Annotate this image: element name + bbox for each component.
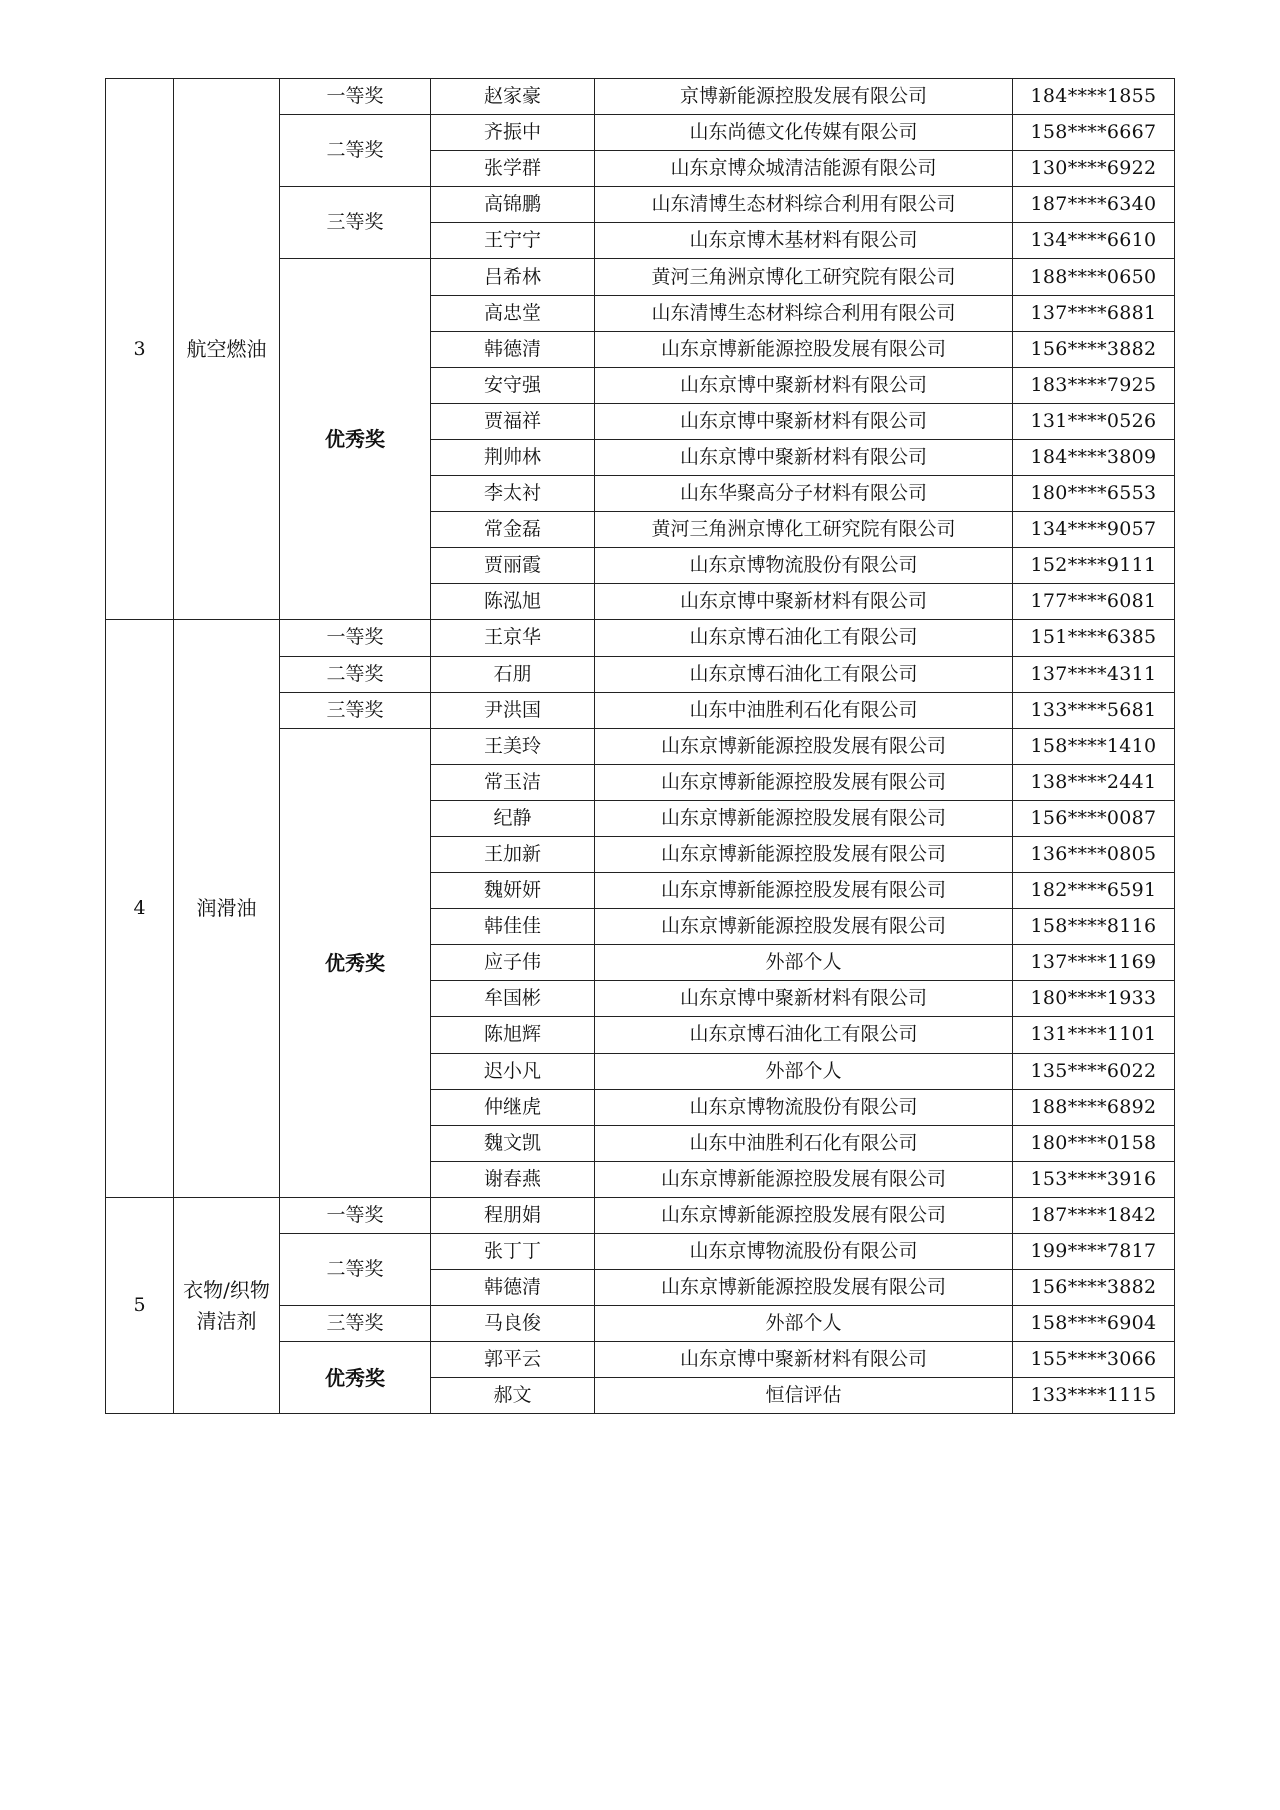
- award-level: 一等奖: [280, 620, 431, 656]
- winner-organization: 山东京博中聚新材料有限公司: [595, 981, 1013, 1017]
- winner-name: 牟国彬: [431, 981, 595, 1017]
- winner-organization: 山东京博石油化工有限公司: [595, 1017, 1013, 1053]
- winner-name: 贾丽霞: [431, 548, 595, 584]
- winner-phone: 137****6881: [1013, 295, 1175, 331]
- winner-phone: 180****1933: [1013, 981, 1175, 1017]
- table-row: [106, 79, 1175, 115]
- winner-name: 王京华: [431, 620, 595, 656]
- winner-name: 常玉洁: [431, 764, 595, 800]
- winner-name: 王加新: [431, 836, 595, 872]
- group-number: 3: [106, 79, 174, 620]
- award-table-body: [106, 79, 1175, 1414]
- award-level: 优秀奖: [280, 1342, 431, 1414]
- winner-organization: 山东清博生态材料综合利用有限公司: [595, 295, 1013, 331]
- winner-phone: 180****0158: [1013, 1125, 1175, 1161]
- award-winners-table: [105, 78, 1175, 1414]
- winner-phone: 187****6340: [1013, 187, 1175, 223]
- winner-organization: 山东京博石油化工有限公司: [595, 656, 1013, 692]
- winner-organization: 山东中油胜利石化有限公司: [595, 692, 1013, 728]
- table-row: [106, 1197, 1175, 1233]
- winner-phone: 156****3882: [1013, 331, 1175, 367]
- winner-organization: 山东京博众城清洁能源有限公司: [595, 151, 1013, 187]
- winner-name: 张学群: [431, 151, 595, 187]
- winner-name: 陈泓旭: [431, 584, 595, 620]
- winner-organization: 山东京博新能源控股发展有限公司: [595, 1270, 1013, 1306]
- award-level: 优秀奖: [280, 259, 431, 620]
- winner-name: 魏妍妍: [431, 873, 595, 909]
- award-level: 优秀奖: [280, 728, 431, 1197]
- winner-organization: 山东京博木基材料有限公司: [595, 223, 1013, 259]
- winner-name: 韩德清: [431, 331, 595, 367]
- winner-name: 李太衬: [431, 476, 595, 512]
- winner-phone: 182****6591: [1013, 873, 1175, 909]
- winner-phone: 133****5681: [1013, 692, 1175, 728]
- winner-phone: 158****1410: [1013, 728, 1175, 764]
- group-category: 润滑油: [174, 620, 280, 1198]
- award-level: 二等奖: [280, 115, 431, 187]
- winner-phone: 183****7925: [1013, 367, 1175, 403]
- winner-organization: 山东中油胜利石化有限公司: [595, 1125, 1013, 1161]
- winner-phone: 153****3916: [1013, 1161, 1175, 1197]
- winner-organization: 山东京博物流股份有限公司: [595, 1089, 1013, 1125]
- winner-organization: 山东京博中聚新材料有限公司: [595, 1342, 1013, 1378]
- winner-organization: 山东清博生态材料综合利用有限公司: [595, 187, 1013, 223]
- winner-organization: 外部个人: [595, 945, 1013, 981]
- winner-phone: 184****1855: [1013, 79, 1175, 115]
- winner-phone: 156****0087: [1013, 800, 1175, 836]
- winner-organization: 山东京博新能源控股发展有限公司: [595, 764, 1013, 800]
- winner-organization: 山东京博新能源控股发展有限公司: [595, 331, 1013, 367]
- winner-phone: 151****6385: [1013, 620, 1175, 656]
- winner-name: 迟小凡: [431, 1053, 595, 1089]
- winner-name: 张丁丁: [431, 1234, 595, 1270]
- winner-organization: 山东京博物流股份有限公司: [595, 1234, 1013, 1270]
- winner-organization: 山东京博新能源控股发展有限公司: [595, 873, 1013, 909]
- winner-organization: 山东京博石油化工有限公司: [595, 620, 1013, 656]
- winner-organization: 京博新能源控股发展有限公司: [595, 79, 1013, 115]
- winner-organization: 黄河三角洲京博化工研究院有限公司: [595, 512, 1013, 548]
- group-category: 航空燃油: [174, 79, 280, 620]
- winner-name: 马良俊: [431, 1306, 595, 1342]
- winner-name: 王宁宁: [431, 223, 595, 259]
- group-number: 4: [106, 620, 174, 1198]
- winner-name: 韩德清: [431, 1270, 595, 1306]
- winner-organization: 山东京博中聚新材料有限公司: [595, 584, 1013, 620]
- winner-name: 赵家豪: [431, 79, 595, 115]
- winner-organization: 山东华聚高分子材料有限公司: [595, 476, 1013, 512]
- winner-organization: 山东京博中聚新材料有限公司: [595, 367, 1013, 403]
- winner-phone: 188****0650: [1013, 259, 1175, 295]
- winner-name: 安守强: [431, 367, 595, 403]
- winner-name: 贾福祥: [431, 403, 595, 439]
- winner-phone: 187****1842: [1013, 1197, 1175, 1233]
- winner-phone: 156****3882: [1013, 1270, 1175, 1306]
- winner-name: 高忠堂: [431, 295, 595, 331]
- award-level: 二等奖: [280, 656, 431, 692]
- winner-phone: 130****6922: [1013, 151, 1175, 187]
- winner-phone: 152****9111: [1013, 548, 1175, 584]
- winner-organization: 黄河三角洲京博化工研究院有限公司: [595, 259, 1013, 295]
- winner-name: 荆帅林: [431, 439, 595, 475]
- winner-organization: 外部个人: [595, 1306, 1013, 1342]
- winner-name: 王美玲: [431, 728, 595, 764]
- winner-phone: 158****8116: [1013, 909, 1175, 945]
- winner-name: 程朋娟: [431, 1197, 595, 1233]
- winner-phone: 134****6610: [1013, 223, 1175, 259]
- winner-phone: 158****6904: [1013, 1306, 1175, 1342]
- winner-organization: 山东京博新能源控股发展有限公司: [595, 1161, 1013, 1197]
- winner-phone: 137****1169: [1013, 945, 1175, 981]
- winner-phone: 134****9057: [1013, 512, 1175, 548]
- winner-phone: 177****6081: [1013, 584, 1175, 620]
- winner-phone: 184****3809: [1013, 439, 1175, 475]
- award-level: 二等奖: [280, 1234, 431, 1306]
- winner-phone: 188****6892: [1013, 1089, 1175, 1125]
- winner-organization: 山东京博新能源控股发展有限公司: [595, 1197, 1013, 1233]
- winner-phone: 158****6667: [1013, 115, 1175, 151]
- winner-name: 纪静: [431, 800, 595, 836]
- winner-organization: 山东京博中聚新材料有限公司: [595, 439, 1013, 475]
- winner-phone: 138****2441: [1013, 764, 1175, 800]
- winner-phone: 155****3066: [1013, 1342, 1175, 1378]
- winner-name: 常金磊: [431, 512, 595, 548]
- winner-organization: 山东尚德文化传媒有限公司: [595, 115, 1013, 151]
- group-category: 衣物/织物清洁剂: [174, 1197, 280, 1414]
- winner-name: 高锦鹏: [431, 187, 595, 223]
- table-row: [106, 620, 1175, 656]
- winner-name: 郝文: [431, 1378, 595, 1414]
- winner-name: 吕希林: [431, 259, 595, 295]
- winner-organization: 山东京博中聚新材料有限公司: [595, 403, 1013, 439]
- award-level: 三等奖: [280, 692, 431, 728]
- award-level: 一等奖: [280, 79, 431, 115]
- winner-organization: 山东京博新能源控股发展有限公司: [595, 909, 1013, 945]
- winner-phone: 136****0805: [1013, 836, 1175, 872]
- winner-name: 应子伟: [431, 945, 595, 981]
- winner-name: 齐振中: [431, 115, 595, 151]
- winner-name: 陈旭辉: [431, 1017, 595, 1053]
- winner-name: 魏文凯: [431, 1125, 595, 1161]
- winner-organization: 外部个人: [595, 1053, 1013, 1089]
- winner-organization: 山东京博新能源控股发展有限公司: [595, 728, 1013, 764]
- winner-organization: 恒信评估: [595, 1378, 1013, 1414]
- award-level: 三等奖: [280, 1306, 431, 1342]
- winner-name: 郭平云: [431, 1342, 595, 1378]
- winner-organization: 山东京博物流股份有限公司: [595, 548, 1013, 584]
- winner-phone: 180****6553: [1013, 476, 1175, 512]
- winner-organization: 山东京博新能源控股发展有限公司: [595, 836, 1013, 872]
- winner-name: 谢春燕: [431, 1161, 595, 1197]
- winner-phone: 131****1101: [1013, 1017, 1175, 1053]
- winner-organization: 山东京博新能源控股发展有限公司: [595, 800, 1013, 836]
- winner-name: 尹洪国: [431, 692, 595, 728]
- winner-phone: 133****1115: [1013, 1378, 1175, 1414]
- winner-name: 仲继虎: [431, 1089, 595, 1125]
- winner-name: 韩佳佳: [431, 909, 595, 945]
- winner-phone: 131****0526: [1013, 403, 1175, 439]
- winner-name: 石朋: [431, 656, 595, 692]
- winner-phone: 199****7817: [1013, 1234, 1175, 1270]
- award-level: 一等奖: [280, 1197, 431, 1233]
- winner-phone: 135****6022: [1013, 1053, 1175, 1089]
- award-level: 三等奖: [280, 187, 431, 259]
- winner-phone: 137****4311: [1013, 656, 1175, 692]
- group-number: 5: [106, 1197, 174, 1414]
